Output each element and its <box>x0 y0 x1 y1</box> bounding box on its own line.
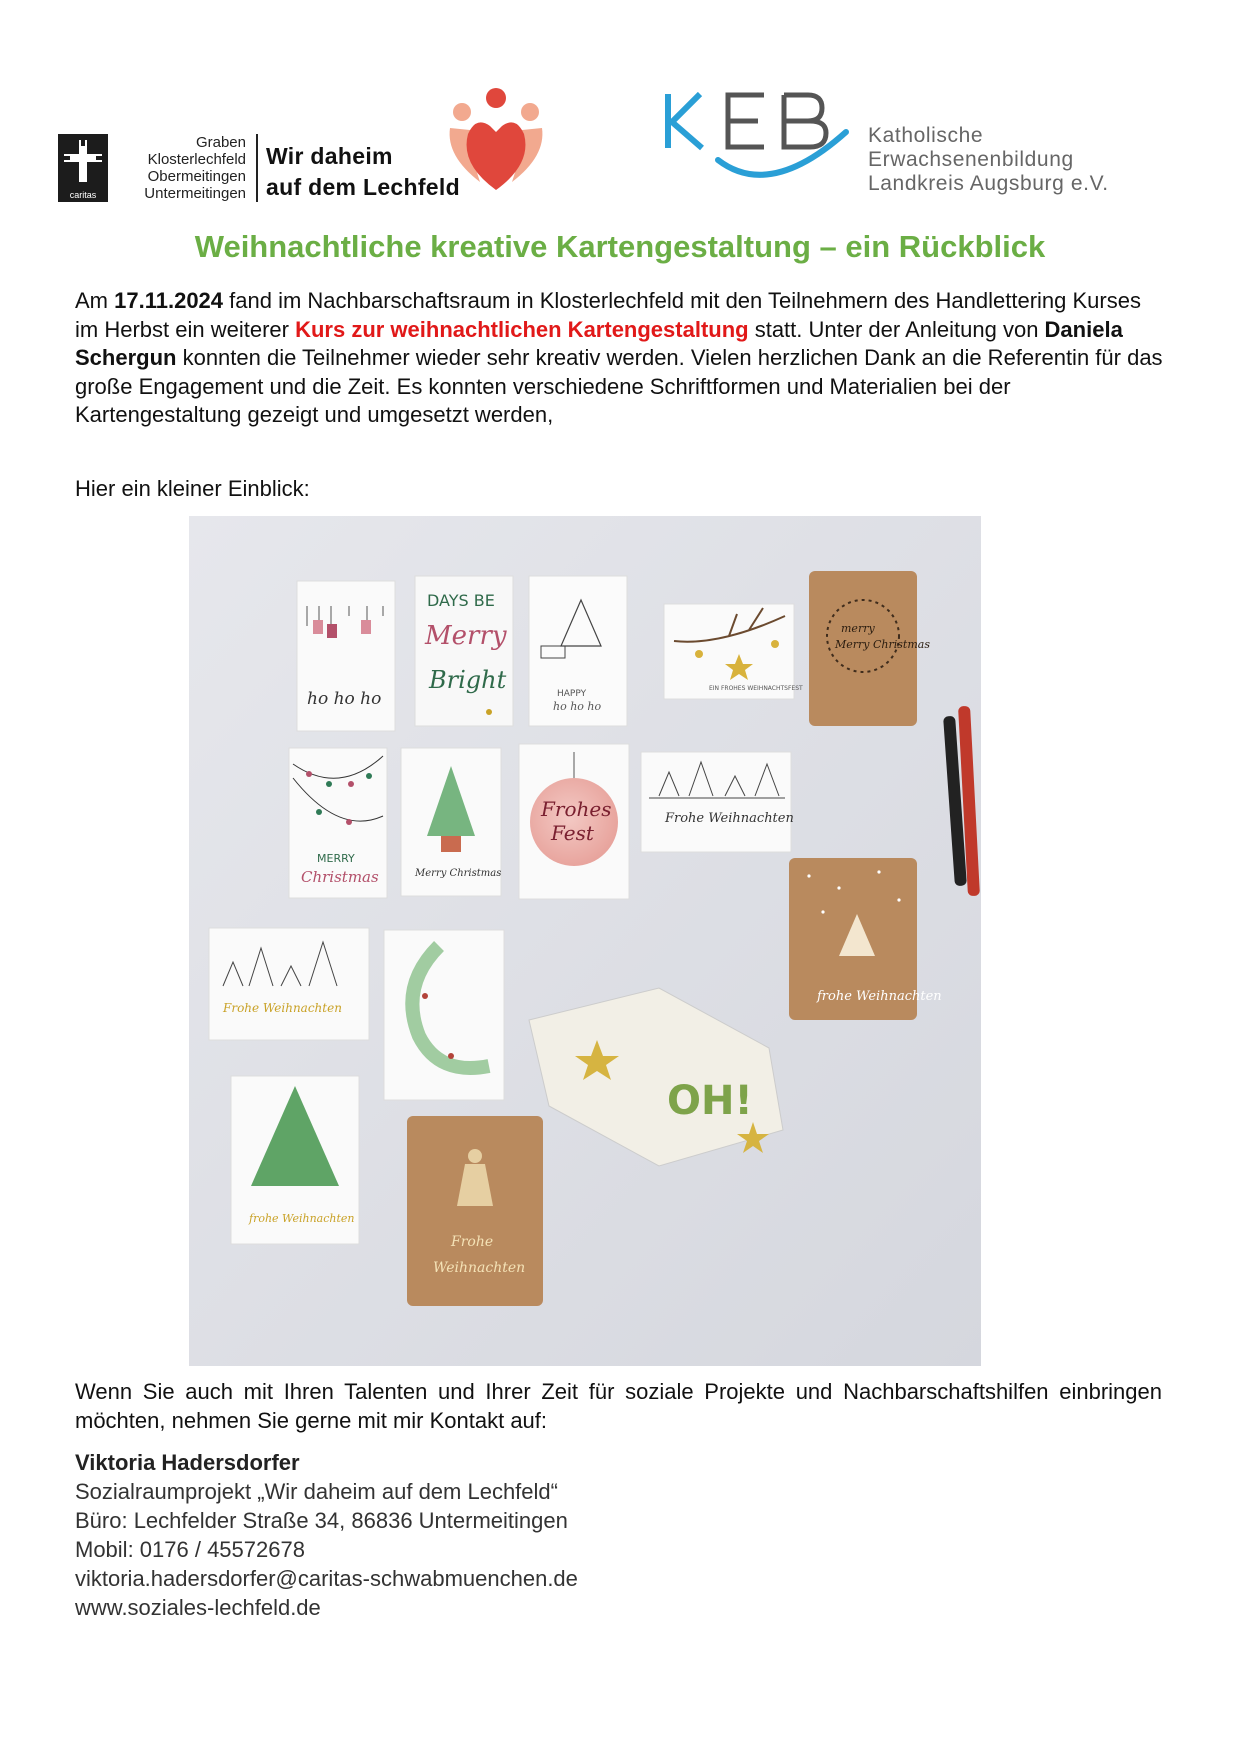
svg-text:DAYS BE: DAYS BE <box>427 591 495 610</box>
contact-block <box>75 1448 578 1622</box>
keb-logo <box>660 92 856 188</box>
svg-text:Christmas: Christmas <box>301 868 379 886</box>
card-kraft-wreath <box>809 571 930 726</box>
card-happy <box>529 576 627 726</box>
card-trees-gold <box>209 928 369 1040</box>
card-hohoho <box>297 581 395 731</box>
card-text: OH! <box>667 1078 753 1124</box>
call-to-action: Wenn Sie auch mit Ihren Talenten und Ihrer Zeit für soziale Projekte und Nachbarschaftshilfen einbringen möchten, nehmen Sie gerne mit mir Kontakt auf: <box>75 1379 1162 1433</box>
card-text: Merry Christmas <box>835 638 930 651</box>
keb-name-line: Katholische <box>868 124 984 147</box>
town-name: Klosterlechfeld <box>147 151 246 168</box>
card-text: frohe Weihnachten <box>817 989 942 1004</box>
svg-text:Frohe: Frohe <box>451 1234 494 1250</box>
svg-text:HAPPY: HAPPY <box>557 689 587 699</box>
contact-office: Büro: Lechfelder Straße 34, 86836 Untermeitingen <box>75 1508 568 1533</box>
keb-name-line: Landkreis Augsburg e.V. <box>868 172 1109 195</box>
card-green-tree <box>231 1076 359 1244</box>
page-title: Weihnachtliche kreative Kartengestaltung – ein Rückblick <box>194 229 1046 264</box>
svg-text:EIN FROHES WEIHNACHTSFEST: EIN FROHES WEIHNACHTSFEST <box>709 685 803 692</box>
intro-text: statt. Unter der Anleitung von <box>748 316 1045 342</box>
project-name-line2: auf dem Lechfeld <box>266 174 460 200</box>
card-text: Merry Christmas <box>415 868 502 879</box>
card-tree-line <box>641 752 794 852</box>
hearts-people-logo <box>440 86 552 194</box>
intro-text: konnten die Teilnehmer wieder sehr kreativ werden. Vielen herzlichen Dank an die Referentin für das große Engagement und die Zeit. Es konnten verschiedene Schriftformen und Materialien bei der Kartengestaltung gezeigt und umgesetzt werden, <box>75 345 1163 427</box>
intro-text: fand im Nachbarschaftsraum in Klosterlechfeld mit den Teilnehmern des Handlettering Kurses im Herbst ein weiterer <box>75 288 1141 342</box>
intro-paragraph <box>75 287 1165 430</box>
card-wreath-green <box>384 930 504 1100</box>
project-name-line1: Wir daheim <box>266 143 393 169</box>
contact-name: Viktoria Hadersdorfer <box>75 1450 300 1475</box>
towns-list <box>112 134 246 202</box>
svg-text:Fest: Fest <box>551 821 594 845</box>
cards-photo <box>189 516 981 1366</box>
town-name: Untermeitingen <box>144 185 246 202</box>
svg-text:frohe Weihnachten: frohe Weihnachten <box>249 1212 355 1225</box>
svg-text:MERRY: MERRY <box>317 852 355 865</box>
card-angel <box>407 1116 543 1306</box>
contact-project: Sozialraumprojekt „Wir daheim auf dem Lechfeld“ <box>75 1479 558 1504</box>
event-date: 17.11.2024 <box>114 288 224 313</box>
caritas-cross-icon <box>58 134 108 188</box>
card-lights <box>289 748 387 898</box>
card-days-merry <box>415 576 513 726</box>
keb-name-line: Erwachsenenbildung <box>868 148 1074 171</box>
instructor-name: Daniela Schergun <box>75 316 1123 370</box>
header-divider <box>256 134 258 202</box>
town-name: Graben <box>195 134 246 151</box>
town-name: Obermeitingen <box>147 168 246 185</box>
keb-organization-name <box>868 124 1109 196</box>
card-watercolor-tree <box>401 748 501 896</box>
course-highlight: Kurs zur weihnachtlichen Kartengestaltung <box>295 316 749 342</box>
svg-text:merry: merry <box>841 622 875 635</box>
contact-website-link[interactable]: www.soziales-lechfeld.de <box>75 1595 321 1620</box>
card-text: ho ho ho <box>307 689 382 709</box>
intro-text: Am <box>75 288 115 313</box>
svg-text:ho ho ho: ho ho ho <box>553 700 602 713</box>
card-frohes-fest <box>519 744 629 899</box>
photo-intro: Hier ein kleiner Einblick: <box>75 476 310 501</box>
caritas-label: caritas <box>69 190 97 200</box>
svg-text:Frohe Weihnachten: Frohe Weihnachten <box>223 1001 342 1015</box>
svg-text:Frohes: Frohes <box>541 797 612 821</box>
svg-text:Weihnachten: Weihnachten <box>433 1260 526 1276</box>
svg-text:Merry: Merry <box>425 621 507 651</box>
svg-text:Frohe Weihnachten: Frohe Weihnachten <box>665 811 794 826</box>
contact-email-link[interactable]: viktoria.hadersdorfer@caritas-schwabmuenchen.de <box>75 1566 578 1591</box>
svg-text:Bright: Bright <box>429 666 507 694</box>
card-branch <box>664 604 803 699</box>
project-name <box>266 141 460 203</box>
contact-mobile[interactable]: Mobil: 0176 / 45572678 <box>75 1537 305 1562</box>
